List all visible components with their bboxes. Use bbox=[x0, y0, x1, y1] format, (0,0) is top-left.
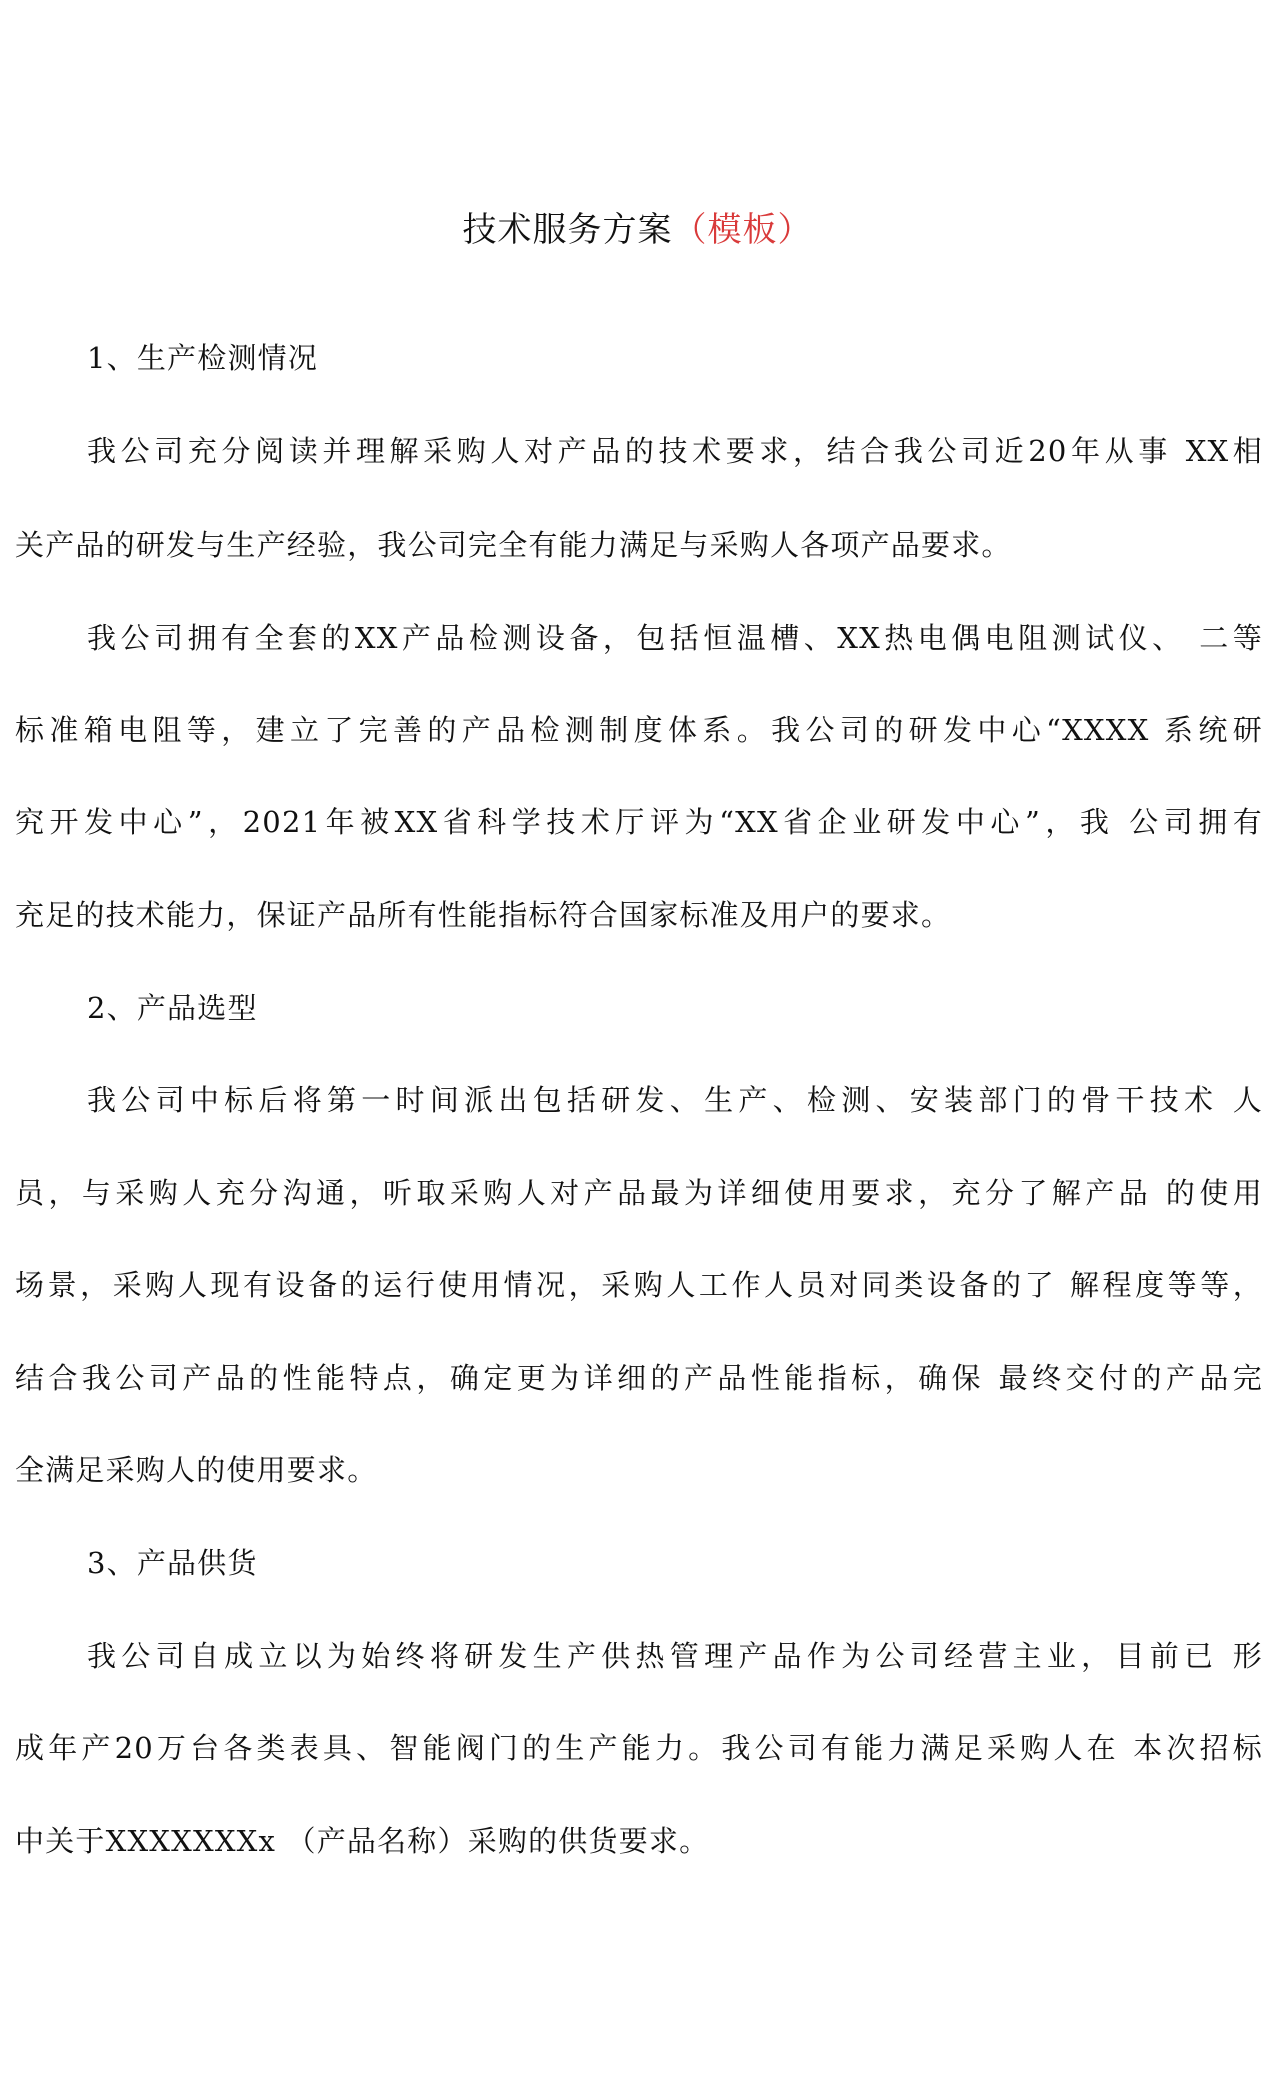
section-2-paragraph-1-line-2: 员，与采购人充分沟通，听取采购人对产品最为详细使用要求，充分了解产品 的使用 bbox=[15, 1176, 1263, 1210]
section-1-paragraph-2-line-2: 标准箱电阻等，建立了完善的产品检测制度体系。我公司的研发中心“XXXX 系统研 bbox=[15, 713, 1263, 747]
section-1-paragraph-2-line-3: 究开发中心”，2021年被XX省科学技术厅评为“XX省企业研发中心”，我 公司拥有 bbox=[15, 805, 1263, 839]
section-2-paragraph-1-line-5: 全满足采购人的使用要求。 bbox=[15, 1453, 378, 1487]
section-3-paragraph-1-line-1: 我公司自成立以为始终将研发生产供热管理产品作为公司经营主业，目前已 形 bbox=[87, 1639, 1263, 1673]
section-1-paragraph-1-line-2: 关产品的研发与生产经验，我公司完全有能力满足与采购人各项产品要求。 bbox=[15, 528, 1012, 562]
section-1-paragraph-2-line-4: 充足的技术能力，保证产品所有性能指标符合国家标准及用户的要求。 bbox=[15, 898, 952, 932]
section-3-paragraph-1-line-3: 中关于XXXXXXXx （产品名称）采购的供货要求。 bbox=[15, 1824, 710, 1858]
section-3-paragraph-1-line-2: 成年产20万台各类表具、智能阀门的生产能力。我公司有能力满足采购人在 本次招标 bbox=[15, 1731, 1263, 1765]
title-template-suffix: （模板） bbox=[672, 210, 813, 250]
title-main: 技术服务方案 bbox=[462, 210, 673, 250]
section-1-paragraph-2-line-1: 我公司拥有全套的XX产品检测设备，包括恒温槽、XX热电偶电阻测试仪、 二等 bbox=[87, 621, 1263, 655]
section-1-heading: 1、生产检测情况 bbox=[87, 341, 319, 375]
document-title bbox=[0, 205, 1275, 255]
section-1-paragraph-1-line-1: 我公司充分阅读并理解采购人对产品的技术要求，结合我公司近20年从事 XX相 bbox=[87, 434, 1263, 468]
section-3-heading: 3、产品供货 bbox=[87, 1546, 258, 1580]
section-2-paragraph-1-line-3: 场景，采购人现有设备的运行使用情况，采购人工作人员对同类设备的了 解程度等等， bbox=[15, 1268, 1263, 1302]
section-2-heading: 2、产品选型 bbox=[87, 991, 258, 1025]
section-2-paragraph-1-line-4: 结合我公司产品的性能特点，确定更为详细的产品性能指标，确保 最终交付的产品完 bbox=[15, 1361, 1263, 1395]
section-2-paragraph-1-line-1: 我公司中标后将第一时间派出包括研发、生产、检测、安装部门的骨干技术 人 bbox=[87, 1083, 1263, 1117]
